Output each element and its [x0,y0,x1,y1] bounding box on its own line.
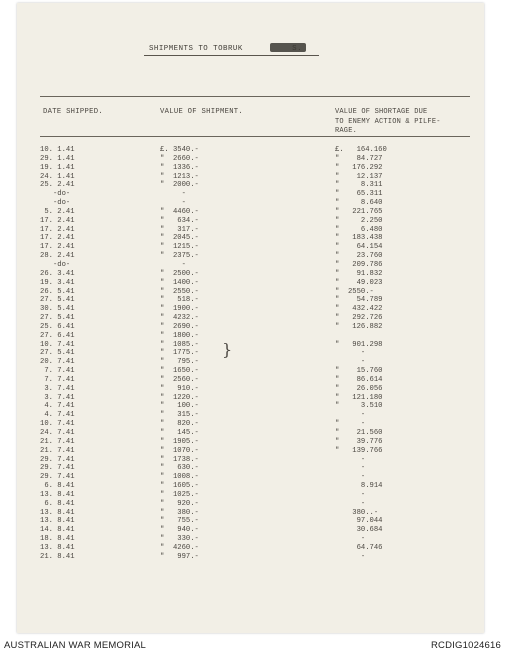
shortage-header-line: RAGE. [335,127,358,135]
cell-value: " 1900.- [160,305,199,314]
cell-date: 6. 8.41 [40,482,75,491]
cell-value: " 1336.- [160,163,199,172]
cell-date: 13. 8.41 [40,543,75,552]
table-row [0,402,505,411]
cell-shortage: " 432.422 [335,305,383,314]
cell-value: " 2560.- [160,375,199,384]
cell-shortage: 30.684 [335,526,383,535]
cell-shortage: £. 164.160 [335,146,387,154]
cell-value: " 1025.- [160,490,199,499]
cell-shortage: " 183.438 [335,234,383,243]
cell-date: 19. 3.41 [40,278,75,287]
cell-date: 6. 8.41 [40,499,75,508]
table-row [0,544,505,553]
cell-shortage: " 91.832 [335,269,383,278]
cell-date: 29. 7.41 [40,464,75,473]
cell-shortage: " 121.180 [335,393,383,402]
cell-value: " 1905.- [160,437,199,446]
footer-credit: AUSTRALIAN WAR MEMORIAL [4,640,147,651]
cell-shortage: " 15.760 [335,367,383,376]
cell-date: 4. 7.41 [40,411,75,420]
cell-date: 29. 1.41 [40,154,75,163]
table-row [0,332,505,341]
cell-shortage: " 2550.- [335,287,374,296]
cell-value: " 2690.- [160,322,199,331]
cell-shortage: 380..- [335,508,379,517]
table-row [0,553,505,562]
cell-shortage: " 84.727 [335,154,383,163]
cell-date: -do- [40,190,71,199]
cell-value: " 1650.- [160,367,199,376]
cell-value: " 2000.- [160,181,199,190]
header-rule-top [40,96,470,97]
cell-date: 14. 8.41 [40,526,75,535]
cell-date: 3. 7.41 [40,384,75,393]
cell-shortage: " 901.298 [335,340,383,349]
cell-shortage: " 12.137 [335,172,383,181]
table-row [0,323,505,332]
cell-value: " 795.- [160,358,199,367]
column-header-value: VALUE OF SHIPMENT. [160,108,244,116]
cell-shortage: " 126.882 [335,322,383,331]
cell-shortage: - [335,358,366,367]
cell-shortage: " 39.776 [335,437,383,446]
cell-date: 17. 2.41 [40,225,75,234]
cell-shortage: " 64.154 [335,243,383,252]
cell-date: 29. 7.41 [40,473,75,482]
cell-date: 17. 2.41 [40,243,75,252]
table-row [0,535,505,544]
cell-shortage: - [335,411,366,420]
cell-value: " 317.- [160,225,199,234]
footer-id: RCDIG1024616 [431,640,501,651]
cell-shortage: - [335,349,366,358]
cell-date: 24. 1.41 [40,172,75,181]
cell-value: " 1215.- [160,243,199,252]
cell-shortage: " 8.311 [335,181,383,190]
table-row [0,243,505,252]
cell-date: 21. 8.41 [40,552,75,561]
cell-value: " 910.- [160,384,199,393]
cell-value: " 630.- [160,464,199,473]
cell-shortage: - [335,455,366,464]
cell-value: " 820.- [160,420,199,429]
table-row [0,429,505,438]
table-row [0,456,505,465]
table-row [0,420,505,429]
cell-date: 17. 2.41 [40,234,75,243]
cell-value: " 2550.- [160,287,199,296]
cell-date: 27. 5.41 [40,349,75,358]
cell-date: 7. 7.41 [40,367,75,376]
document-title: SHIPMENTS TO TOBRUK [149,45,243,53]
cell-shortage: " 26.056 [335,384,383,393]
cell-value: " 1220.- [160,393,199,402]
table-row [0,517,505,526]
cell-date: 18. 8.41 [40,535,75,544]
table-row [0,464,505,473]
cell-shortage: 8.914 [335,482,383,491]
cell-date: 21. 7.41 [40,446,75,455]
table-row [0,376,505,385]
cell-value: " 2500.- [160,269,199,278]
cell-value: " 330.- [160,535,199,544]
redacted-mark [270,43,306,52]
cell-shortage: " 209.786 [335,260,383,269]
cell-value: " 1213.- [160,172,199,181]
cell-value: " 634.- [160,216,199,225]
cell-value: - [160,190,186,199]
table-row [0,164,505,173]
cell-date: 29. 7.41 [40,455,75,464]
table-row [0,234,505,243]
cell-shortage: " 23.760 [335,252,383,261]
table-row [0,473,505,482]
table-row [0,173,505,182]
cell-value: " 1738.- [160,455,199,464]
shortage-header-line: TO ENEMY ACTION & PILFE- [335,117,441,126]
table-row [0,208,505,217]
cell-value: " 4232.- [160,314,199,323]
cell-shortage: - [335,499,366,508]
cell-date: 10. 7.41 [40,420,75,429]
cell-date: 24. 7.41 [40,429,75,437]
cell-value: " 1400.- [160,278,199,287]
table-row [0,288,505,297]
cell-date: 26. 5.41 [40,287,75,296]
cell-date: -do- [40,199,71,208]
table-row [0,482,505,491]
cell-value: " 4260.- [160,543,199,552]
header-rule-bottom [40,136,470,137]
table-row [0,491,505,500]
cell-shortage: " 292.726 [335,314,383,323]
cell-shortage: - [335,535,366,544]
table-row [0,146,505,155]
cell-date: 26. 3.41 [40,269,75,278]
cell-value: " 1605.- [160,482,199,491]
cell-date: 13. 8.41 [40,490,75,499]
cell-value: " 380.- [160,508,199,517]
cell-date: -do- [40,260,71,269]
cell-shortage: - [335,552,366,561]
table-row [0,394,505,403]
cell-value: " 4460.- [160,207,199,216]
cell-value: " 100.- [160,402,199,411]
cell-value: - [160,260,186,269]
cell-value: " 755.- [160,517,199,526]
shortage-header-line: VALUE OF SHORTAGE DUE [335,108,428,116]
cell-date: 17. 2.41 [40,216,75,225]
cell-value: " 997.- [160,552,199,561]
cell-value: " 2045.- [160,234,199,243]
cell-date: 27. 5.41 [40,314,75,323]
table-row [0,358,505,367]
cell-date: 27. 6.41 [40,331,75,340]
table-row [0,438,505,447]
cell-value: - [160,199,186,208]
cell-value: " 145.- [160,429,199,437]
table-row [0,526,505,535]
table-row [0,261,505,270]
cell-value: " 1070.- [160,446,199,455]
cell-date: 13. 8.41 [40,508,75,517]
table-row [0,252,505,261]
table-row [0,181,505,190]
cell-value: " 920.- [160,499,199,508]
cell-value: £. 3540.- [160,146,199,154]
cell-shortage: 64.746 [335,543,383,552]
cell-shortage: " 139.766 [335,446,383,455]
title-underline [144,55,319,56]
table-row [0,349,505,358]
table-row [0,411,505,420]
table-row [0,199,505,208]
cell-date: 5. 2.41 [40,207,75,216]
cell-date: 13. 8.41 [40,517,75,526]
table-row [0,296,505,305]
table-row [0,447,505,456]
cell-value: " 2375.- [160,252,199,261]
cell-date: 3. 7.41 [40,393,75,402]
cell-date: 20. 7.41 [40,358,75,367]
cell-value: " 2660.- [160,154,199,163]
cell-shortage: " 3.510 [335,402,383,411]
cell-value: " 518.- [160,296,199,305]
table-row [0,226,505,235]
column-header-shortage [335,108,441,137]
cell-shortage: " 21.560 [335,429,383,437]
cell-date: 21. 7.41 [40,437,75,446]
cell-shortage: 97.044 [335,517,383,526]
bracket-mark: } [222,340,233,359]
cell-shortage: - [335,464,366,473]
cell-date: 10. 1.41 [40,146,75,154]
column-header-date: DATE SHIPPED. [43,108,103,116]
cell-shortage: " 176.292 [335,163,383,172]
cell-date: 27. 5.41 [40,296,75,305]
cell-date: 25. 2.41 [40,181,75,190]
cell-date: 30. 5.41 [40,305,75,314]
cell-value: " 1008.- [160,473,199,482]
cell-shortage: " 54.789 [335,296,383,305]
cell-value: " 1775.- [160,349,199,358]
table-row [0,314,505,323]
cell-date: 7. 7.41 [40,375,75,384]
shipment-table [0,146,505,562]
cell-date: 4. 7.41 [40,402,75,411]
table-row [0,190,505,199]
cell-shortage: " 221.765 [335,207,383,216]
cell-value: " 315.- [160,411,199,420]
table-row [0,217,505,226]
cell-shortage: " 49.023 [335,278,383,287]
cell-date: 28. 2.41 [40,252,75,261]
cell-shortage: " 2.250 [335,216,383,225]
cell-value: " 940.- [160,526,199,535]
cell-shortage: - [335,490,366,499]
table-row [0,367,505,376]
cell-shortage: " 86.614 [335,375,383,384]
table-row [0,341,505,350]
table-row [0,305,505,314]
cell-shortage: " 6.480 [335,225,383,234]
cell-value: " 1085.- [160,340,199,349]
table-row [0,270,505,279]
cell-date: 10. 7.41 [40,340,75,349]
cell-value: " 1800.- [160,331,199,340]
table-row [0,385,505,394]
cell-shortage: " - [335,420,366,429]
cell-date: 19. 1.41 [40,163,75,172]
cell-shortage: " 65.311 [335,190,383,199]
table-row [0,509,505,518]
table-row [0,500,505,509]
table-row [0,279,505,288]
cell-shortage: - [335,473,366,482]
cell-shortage: " 8.640 [335,199,383,208]
table-row [0,155,505,164]
cell-date: 25. 6.41 [40,322,75,331]
